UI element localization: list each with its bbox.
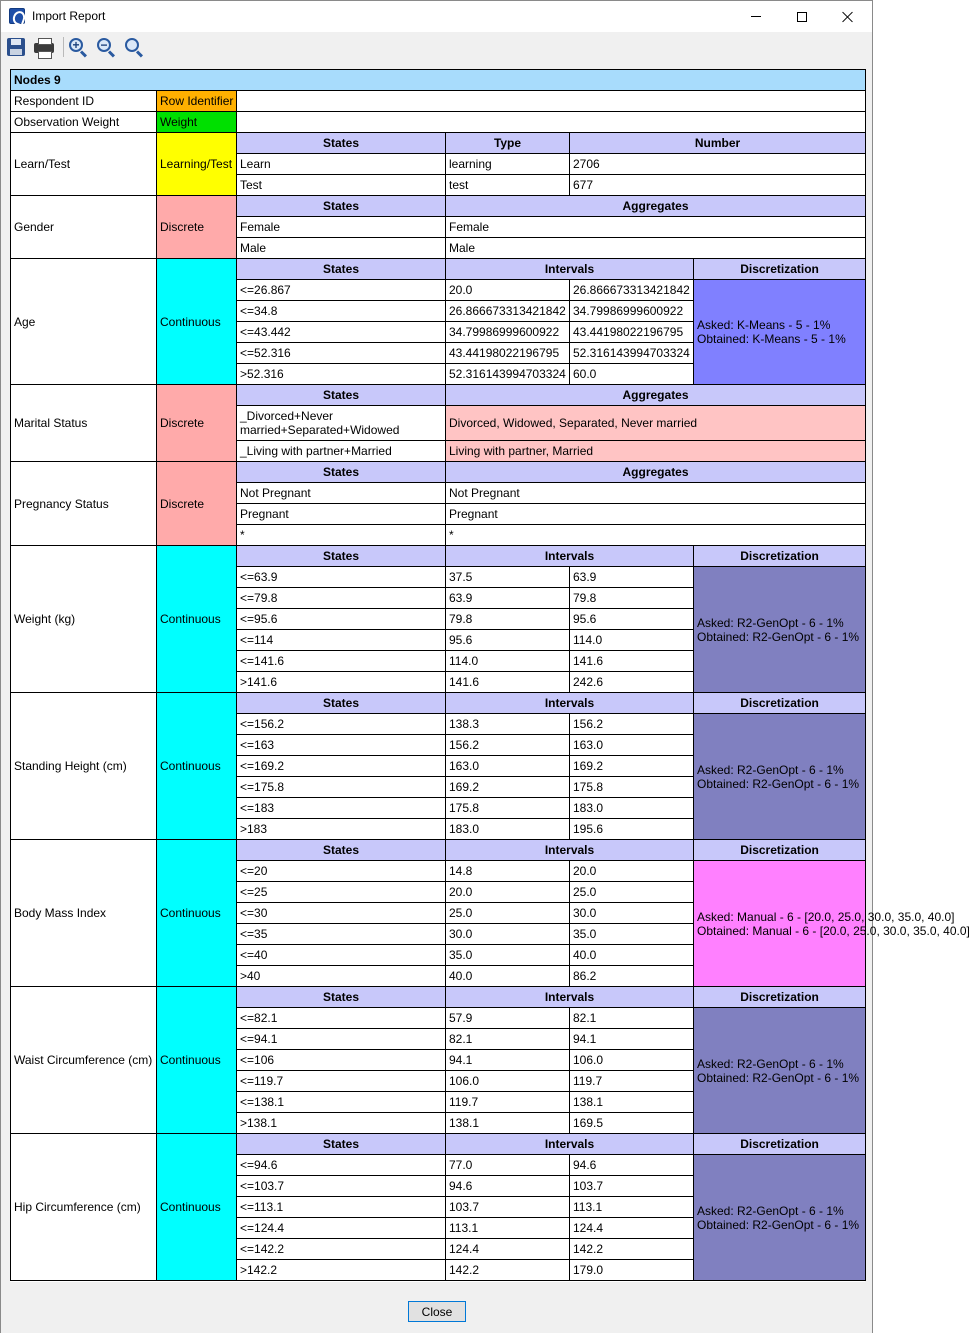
interval-min: 63.9 (446, 588, 570, 609)
empty-cell (237, 112, 866, 133)
discretization-obtained: Obtained: K-Means - 5 - 1% (697, 332, 846, 346)
state-cell: <=114 (237, 630, 446, 651)
node-type: Continuous (157, 546, 237, 693)
node-type: Row Identifier (157, 91, 237, 112)
interval-max: 60.0 (570, 364, 694, 385)
state-cell: <=119.7 (237, 1071, 446, 1092)
interval-max: 63.9 (570, 567, 694, 588)
column-header: States (237, 259, 446, 280)
number-cell: 2706 (570, 154, 866, 175)
state-cell: <=52.316 (237, 343, 446, 364)
discretization-obtained: Obtained: R2-GenOpt - 6 - 1% (697, 629, 860, 644)
discretization-obtained: Obtained: R2-GenOpt - 6 - 1% (697, 776, 860, 791)
state-cell: <=43.442 (237, 322, 446, 343)
interval-min: 37.5 (446, 567, 570, 588)
app-icon (9, 8, 25, 24)
state-cell: Male (237, 238, 446, 259)
interval-min: 20.0 (446, 280, 570, 301)
node-name: Respondent ID (11, 91, 157, 112)
number-cell: 677 (570, 175, 866, 196)
column-header: Aggregates (446, 385, 866, 406)
close-window-button[interactable] (825, 1, 871, 32)
state-cell: >52.316 (237, 364, 446, 385)
column-header: States (237, 133, 446, 154)
state-cell: >40 (237, 966, 446, 987)
interval-min: 138.3 (446, 714, 570, 735)
node-name: Hip Circumference (cm) (11, 1134, 157, 1281)
interval-max: 94.1 (570, 1029, 694, 1050)
state-cell: <=34.8 (237, 301, 446, 322)
column-header: States (237, 1134, 446, 1155)
discretization-asked: Asked: R2-GenOpt - 6 - 1% (697, 615, 844, 630)
interval-min: 141.6 (446, 672, 570, 693)
aggregate-cell: Pregnant (446, 504, 866, 525)
state-cell: <=103.7 (237, 1176, 446, 1197)
state-cell: Learn (237, 154, 446, 175)
interval-min: 163.0 (446, 756, 570, 777)
interval-min: 77.0 (446, 1155, 570, 1176)
zoom-button[interactable] (123, 36, 145, 58)
interval-min: 43.44198022196795 (446, 343, 570, 364)
interval-max: 169.2 (570, 756, 694, 777)
column-header: States (237, 196, 446, 217)
table-row (11, 987, 866, 1008)
column-header: Number (570, 133, 866, 154)
table-row (11, 259, 866, 280)
state-cell: <=169.2 (237, 756, 446, 777)
node-name: Observation Weight (11, 112, 157, 133)
column-header: Discretization (694, 546, 866, 567)
interval-min: 183.0 (446, 819, 570, 840)
node-type: Weight (157, 112, 237, 133)
zoom-in-button[interactable]: + (67, 36, 89, 58)
state-cell: <=25 (237, 882, 446, 903)
state-cell: <=175.8 (237, 777, 446, 798)
interval-max: 169.5 (570, 1113, 694, 1134)
interval-min: 156.2 (446, 735, 570, 756)
discretization-cell (694, 714, 866, 840)
aggregate-cell: Female (446, 217, 866, 238)
discretization-cell (694, 280, 866, 385)
interval-min: 20.0 (446, 882, 570, 903)
column-header: States (237, 462, 446, 483)
table-row (11, 196, 866, 217)
interval-max: 52.316143994703324 (570, 343, 694, 364)
interval-min: 14.8 (446, 861, 570, 882)
column-header: Discretization (694, 693, 866, 714)
state-cell: >183 (237, 819, 446, 840)
interval-min: 103.7 (446, 1197, 570, 1218)
state-cell: <=79.8 (237, 588, 446, 609)
interval-min: 79.8 (446, 609, 570, 630)
column-header: Discretization (694, 840, 866, 861)
state-cell: <=26.867 (237, 280, 446, 301)
interval-min: 175.8 (446, 798, 570, 819)
interval-min: 94.6 (446, 1176, 570, 1197)
interval-max: 142.2 (570, 1239, 694, 1260)
node-type: Continuous (157, 987, 237, 1134)
interval-max: 195.6 (570, 819, 694, 840)
title-bar[interactable] (1, 1, 872, 32)
interval-max: 138.1 (570, 1092, 694, 1113)
interval-min: 94.1 (446, 1050, 570, 1071)
state-cell: <=156.2 (237, 714, 446, 735)
interval-max: 40.0 (570, 945, 694, 966)
interval-max: 114.0 (570, 630, 694, 651)
state-cell: <=138.1 (237, 1092, 446, 1113)
discretization-cell (694, 567, 866, 693)
interval-min: 82.1 (446, 1029, 570, 1050)
interval-min: 169.2 (446, 777, 570, 798)
node-type: Learning/Test (157, 133, 237, 196)
table-row (11, 91, 866, 112)
table-row (11, 133, 866, 154)
state-cell: * (237, 525, 446, 546)
report-panel (10, 69, 970, 1282)
nodes-table (10, 69, 970, 1281)
table-row (11, 112, 866, 133)
interval-max: 43.44198022196795 (570, 322, 694, 343)
column-header: States (237, 693, 446, 714)
interval-max: 35.0 (570, 924, 694, 945)
empty-cell (237, 91, 866, 112)
column-header: States (237, 546, 446, 567)
state-cell: <=142.2 (237, 1239, 446, 1260)
interval-min: 35.0 (446, 945, 570, 966)
column-header: Intervals (446, 987, 694, 1008)
discretization-obtained: Obtained: R2-GenOpt - 6 - 1% (697, 1217, 860, 1232)
state-cell: Test (237, 175, 446, 196)
discretization-asked: Asked: K-Means - 5 - 1% (697, 318, 831, 332)
dialog-footer (1, 1290, 872, 1333)
state-cell: <=82.1 (237, 1008, 446, 1029)
state-cell: <=40 (237, 945, 446, 966)
node-type: Discrete (157, 196, 237, 259)
interval-min: 40.0 (446, 966, 570, 987)
aggregate-cell: Male (446, 238, 866, 259)
state-cell: <=183 (237, 798, 446, 819)
node-name: Marital Status (11, 385, 157, 462)
interval-min: 119.7 (446, 1092, 570, 1113)
interval-min: 106.0 (446, 1071, 570, 1092)
discretization-asked: Asked: R2-GenOpt - 6 - 1% (697, 1203, 844, 1218)
node-name: Learn/Test (11, 133, 157, 196)
table-row (11, 70, 866, 91)
node-type: Discrete (157, 385, 237, 462)
discretization-asked: Asked: Manual - 6 - [20.0, 25.0, 30.0, 35.0, 40.0] (697, 909, 955, 924)
node-name: Body Mass Index (11, 840, 157, 987)
type-cell: test (446, 175, 570, 196)
interval-max: 34.79986999600922 (570, 301, 694, 322)
close-icon (842, 11, 854, 23)
toolbar (1, 32, 872, 63)
column-header: Aggregates (446, 196, 866, 217)
node-name: Age (11, 259, 157, 385)
state-cell: <=141.6 (237, 651, 446, 672)
discretization-cell (694, 1155, 866, 1281)
print-icon (34, 43, 54, 53)
state-cell: >142.2 (237, 1260, 446, 1281)
state-cell: _Divorced+Never married+Separated+Widowed (237, 406, 446, 441)
column-header: Discretization (694, 259, 866, 280)
column-header: Intervals (446, 840, 694, 861)
table-row (11, 462, 866, 483)
column-header: Aggregates (446, 462, 866, 483)
node-type: Continuous (157, 259, 237, 385)
node-type: Continuous (157, 693, 237, 840)
aggregate-cell: * (446, 525, 866, 546)
interval-max: 26.866673313421842 (570, 280, 694, 301)
column-header: States (237, 840, 446, 861)
zoom-out-button[interactable]: − (95, 36, 117, 58)
interval-max: 30.0 (570, 903, 694, 924)
interval-max: 119.7 (570, 1071, 694, 1092)
discretization-asked: Asked: R2-GenOpt - 6 - 1% (697, 1056, 844, 1071)
interval-max: 175.8 (570, 777, 694, 798)
state-cell: <=94.1 (237, 1029, 446, 1050)
column-header: States (237, 385, 446, 406)
interval-max: 95.6 (570, 609, 694, 630)
interval-min: 138.1 (446, 1113, 570, 1134)
state-cell: <=30 (237, 903, 446, 924)
column-header: Intervals (446, 259, 694, 280)
node-name: Waist Circumference (cm) (11, 987, 157, 1134)
interval-min: 95.6 (446, 630, 570, 651)
state-cell: <=35 (237, 924, 446, 945)
maximize-button[interactable] (779, 1, 825, 32)
state-cell: >141.6 (237, 672, 446, 693)
interval-max: 124.4 (570, 1218, 694, 1239)
interval-max: 94.6 (570, 1155, 694, 1176)
interval-max: 25.0 (570, 882, 694, 903)
column-header: Intervals (446, 546, 694, 567)
table-row (11, 840, 866, 861)
node-name: Weight (kg) (11, 546, 157, 693)
save-button[interactable] (5, 36, 27, 58)
discretization-cell (694, 1008, 866, 1134)
state-cell: <=163 (237, 735, 446, 756)
interval-max: 113.1 (570, 1197, 694, 1218)
window-title: Import Report (32, 9, 106, 23)
discretization-obtained: Obtained: Manual - 6 - [20.0, 25.0, 30.0, 35.0, 40.0] (697, 923, 970, 938)
discretization-asked: Asked: R2-GenOpt - 6 - 1% (697, 762, 844, 777)
state-cell: <=63.9 (237, 567, 446, 588)
discretization-obtained: Obtained: R2-GenOpt - 6 - 1% (697, 1070, 860, 1085)
state-cell: >138.1 (237, 1113, 446, 1134)
maximize-icon (797, 12, 807, 22)
interval-min: 52.316143994703324 (446, 364, 570, 385)
state-cell: <=94.6 (237, 1155, 446, 1176)
interval-min: 25.0 (446, 903, 570, 924)
table-row (11, 546, 866, 567)
interval-max: 103.7 (570, 1176, 694, 1197)
interval-max: 141.6 (570, 651, 694, 672)
column-header: Discretization (694, 987, 866, 1008)
column-header: Intervals (446, 693, 694, 714)
interval-max: 86.2 (570, 966, 694, 987)
node-type: Continuous (157, 840, 237, 987)
aggregate-cell: Living with partner, Married (446, 441, 866, 462)
interval-min: 142.2 (446, 1260, 570, 1281)
interval-max: 183.0 (570, 798, 694, 819)
save-icon (7, 38, 25, 56)
interval-max: 20.0 (570, 861, 694, 882)
print-button[interactable] (33, 36, 55, 58)
interval-max: 179.0 (570, 1260, 694, 1281)
discretization-cell (694, 861, 970, 987)
interval-max: 242.6 (570, 672, 694, 693)
state-cell: _Living with partner+Married (237, 441, 446, 462)
node-type: Continuous (157, 1134, 237, 1281)
aggregate-cell: Not Pregnant (446, 483, 866, 504)
node-name: Gender (11, 196, 157, 259)
interval-min: 113.1 (446, 1218, 570, 1239)
node-type: Discrete (157, 462, 237, 546)
state-cell: <=113.1 (237, 1197, 446, 1218)
column-header: Discretization (694, 1134, 866, 1155)
nodes-header: Nodes 9 (11, 70, 866, 91)
node-name: Standing Height (cm) (11, 693, 157, 840)
interval-min: 57.9 (446, 1008, 570, 1029)
close-button[interactable]: Close (408, 1301, 466, 1322)
table-row (11, 385, 866, 406)
toolbar-separator (63, 37, 64, 57)
interval-max: 156.2 (570, 714, 694, 735)
state-cell: <=20 (237, 861, 446, 882)
column-header: Intervals (446, 1134, 694, 1155)
interval-min: 34.79986999600922 (446, 322, 570, 343)
node-name: Pregnancy Status (11, 462, 157, 546)
interval-min: 30.0 (446, 924, 570, 945)
state-cell: Not Pregnant (237, 483, 446, 504)
state-cell: <=124.4 (237, 1218, 446, 1239)
minimize-icon (751, 16, 761, 17)
interval-min: 124.4 (446, 1239, 570, 1260)
state-cell: <=95.6 (237, 609, 446, 630)
column-header: States (237, 987, 446, 1008)
state-cell: <=106 (237, 1050, 446, 1071)
interval-min: 26.866673313421842 (446, 301, 570, 322)
interval-min: 114.0 (446, 651, 570, 672)
state-cell: Pregnant (237, 504, 446, 525)
type-cell: learning (446, 154, 570, 175)
interval-max: 82.1 (570, 1008, 694, 1029)
column-header: Type (446, 133, 570, 154)
state-cell: Female (237, 217, 446, 238)
table-row (11, 693, 866, 714)
interval-max: 106.0 (570, 1050, 694, 1071)
aggregate-cell: Divorced, Widowed, Separated, Never married (446, 406, 866, 441)
minimize-button[interactable] (733, 1, 779, 32)
table-row (11, 1134, 866, 1155)
interval-max: 79.8 (570, 588, 694, 609)
interval-max: 163.0 (570, 735, 694, 756)
